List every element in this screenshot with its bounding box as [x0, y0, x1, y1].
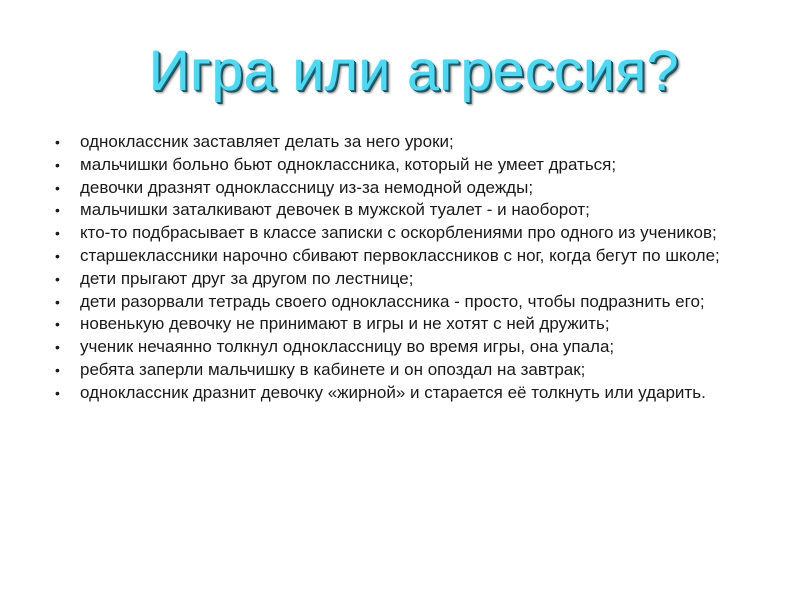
bullet-list — [50, 131, 750, 405]
list-item — [50, 199, 750, 222]
list-item — [50, 336, 750, 359]
list-item — [50, 268, 750, 291]
list-item-text: дети прыгают друг за другом по лестнице; — [80, 268, 414, 288]
bullet-icon: • — [55, 134, 60, 150]
list-item-text: одноклассник дразнит девочку «жирной» и старается её толкнуть или ударить. — [80, 382, 706, 402]
list-item-text: ученик нечаянно толкнул одноклассницу во время игры, она упала; — [80, 337, 615, 357]
bullet-icon: • — [55, 225, 60, 242]
list-item — [50, 245, 750, 268]
bullet-icon: • — [55, 270, 60, 287]
bullet-icon: • — [55, 384, 60, 401]
list-item-text: новенькую девочку не принимают в игры и не хотят с ней дружить; — [80, 314, 610, 334]
bullet-icon: • — [55, 202, 60, 219]
list-item-text: мальчишки больно бьют одноклассника, который не умеет драться; — [80, 154, 617, 174]
list-item-text: одноклассник заставляет делать за него уроки; — [80, 132, 454, 151]
list-item — [50, 359, 750, 382]
list-item — [50, 177, 750, 200]
bullet-icon: • — [55, 361, 60, 378]
bullet-icon: • — [55, 179, 60, 196]
list-item-text: кто-то подбрасывает в классе записки с оскорблениями про одного из учеников; — [80, 223, 717, 243]
list-item-text: дети разорвали тетрадь своего одноклассника - просто, чтобы подразнить его; — [80, 291, 705, 311]
list-item-text: старшеклассники нарочно сбивают первоклассников с ног, когда бегут по школе; — [80, 245, 720, 265]
list-item — [50, 154, 750, 177]
list-item — [50, 313, 750, 336]
bullet-icon: • — [55, 339, 60, 356]
bullet-icon: • — [55, 316, 60, 333]
slide-title: Игра или агрессия? — [148, 39, 680, 103]
list-item — [50, 131, 750, 154]
bullet-icon: • — [55, 247, 60, 264]
list-item-text: мальчишки заталкивают девочек в мужской туалет - и наоборот; — [80, 200, 590, 220]
list-item — [50, 382, 750, 405]
bullet-icon: • — [55, 293, 60, 310]
list-item-text: девочки дразнят одноклассницу из-за немодной одежды; — [80, 177, 534, 197]
bullet-icon: • — [55, 156, 60, 173]
list-item — [50, 291, 750, 314]
list-item-text: ребята заперли мальчишку в кабинете и он опоздал на завтрак; — [80, 359, 586, 379]
list-item — [50, 222, 750, 245]
